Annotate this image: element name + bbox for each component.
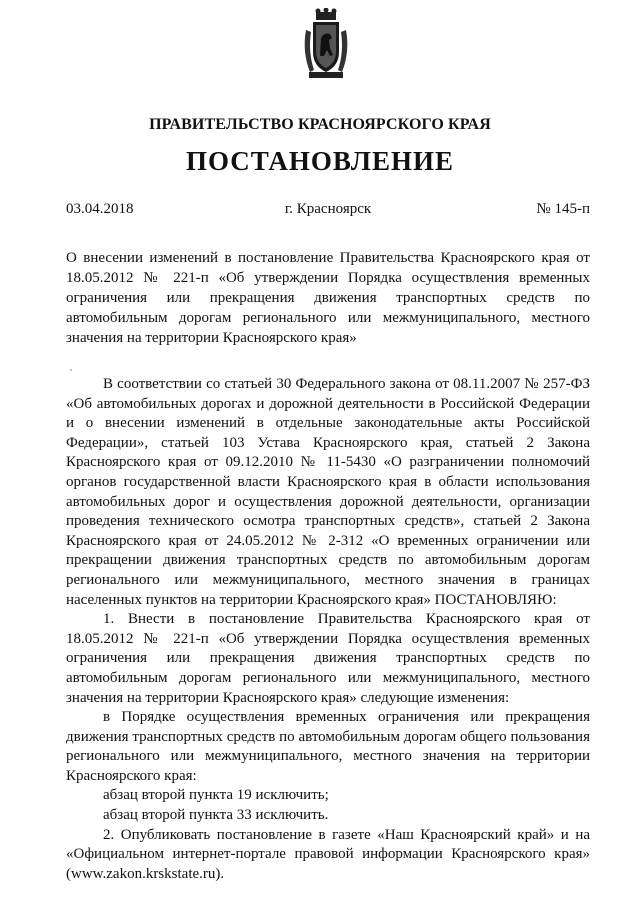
document-number: № 145-п xyxy=(536,201,590,217)
document-subject: О внесении изменений в постановление Правительства Красноярского края от 18.05.2012 № 221-п «Об утверждении Порядка осуществления временных ограничения или прекращения движения транспортных средств по автомобильным дорогам регионального или межмуниципального, местного значения на территории Красноярского края» xyxy=(66,250,590,346)
item-1-change-b: абзац второй пункта 33 исключить. xyxy=(103,807,329,824)
item-1-paragraph: 1. Внести в постановление Правительства Красноярского края от 18.05.2012 № 221-п «Об утверждении Порядка осуществления временных ограничения или прекращения движения транспортных средств по автомобильным дорогам регионального или межмуниципального, местного значения на территории Красноярского края» следующие изменения: xyxy=(66,611,590,706)
document-body xyxy=(66,375,590,884)
document-date: 03.04.2018 xyxy=(66,201,134,217)
document-type-title: ПОСТАНОВЛЕНИЕ xyxy=(185,146,455,176)
preamble-paragraph: В соответствии со статьей 30 Федерального закона от 08.11.2007 № 257-ФЗ «Об автомобильных дорогах и дорожной деятельности в Российской Федерации и о внесении изменений в отдельные законодательные акты Российской Федерации», статьей 103 Устава Красноярского края, статьей 2 Закона Красноярского края от 09.12.2010 № 11-5430 «О разграничении полномочий органов государственной власти Красноярского края в области использования автомобильных дорог и осуществления дорожной деятельности, организации проведения технического осмотра транспортных средств», статьей 2 Закона Красноярского края от 24.05.2012 № 2-312 «О временных ограничении или прекращении движения транспортных средств по автомобильным дорогам регионального или межмуниципального, местного значения в границах населенных пунктов на территории Красноярского края» ПОСТАНОВЛЯЮ: xyxy=(66,376,590,608)
organization-title: ПРАВИТЕЛЬСТВО КРАСНОЯРСКОГО КРАЯ xyxy=(149,116,491,133)
item-1-change-a: абзац второй пункта 19 исключить; xyxy=(103,787,329,804)
item-2-paragraph: 2. Опубликовать постановление в газете «Наш Красноярский край» и на «Официальном интернет-портале правовой информации Красноярского края» (www.zakon.krskstate.ru). xyxy=(66,826,590,882)
coat-of-arms-icon xyxy=(300,8,352,82)
document-city: г. Красноярск xyxy=(284,201,372,217)
document-meta-row xyxy=(66,201,590,221)
scan-speck xyxy=(70,369,72,371)
item-1-subparagraph: в Порядке осуществления временных ограничения или прекращения движения транспортных средств по автомобильным дорогам общего пользования регионального или межмуниципального, местного значения на территории Красноярского края: xyxy=(66,709,590,784)
